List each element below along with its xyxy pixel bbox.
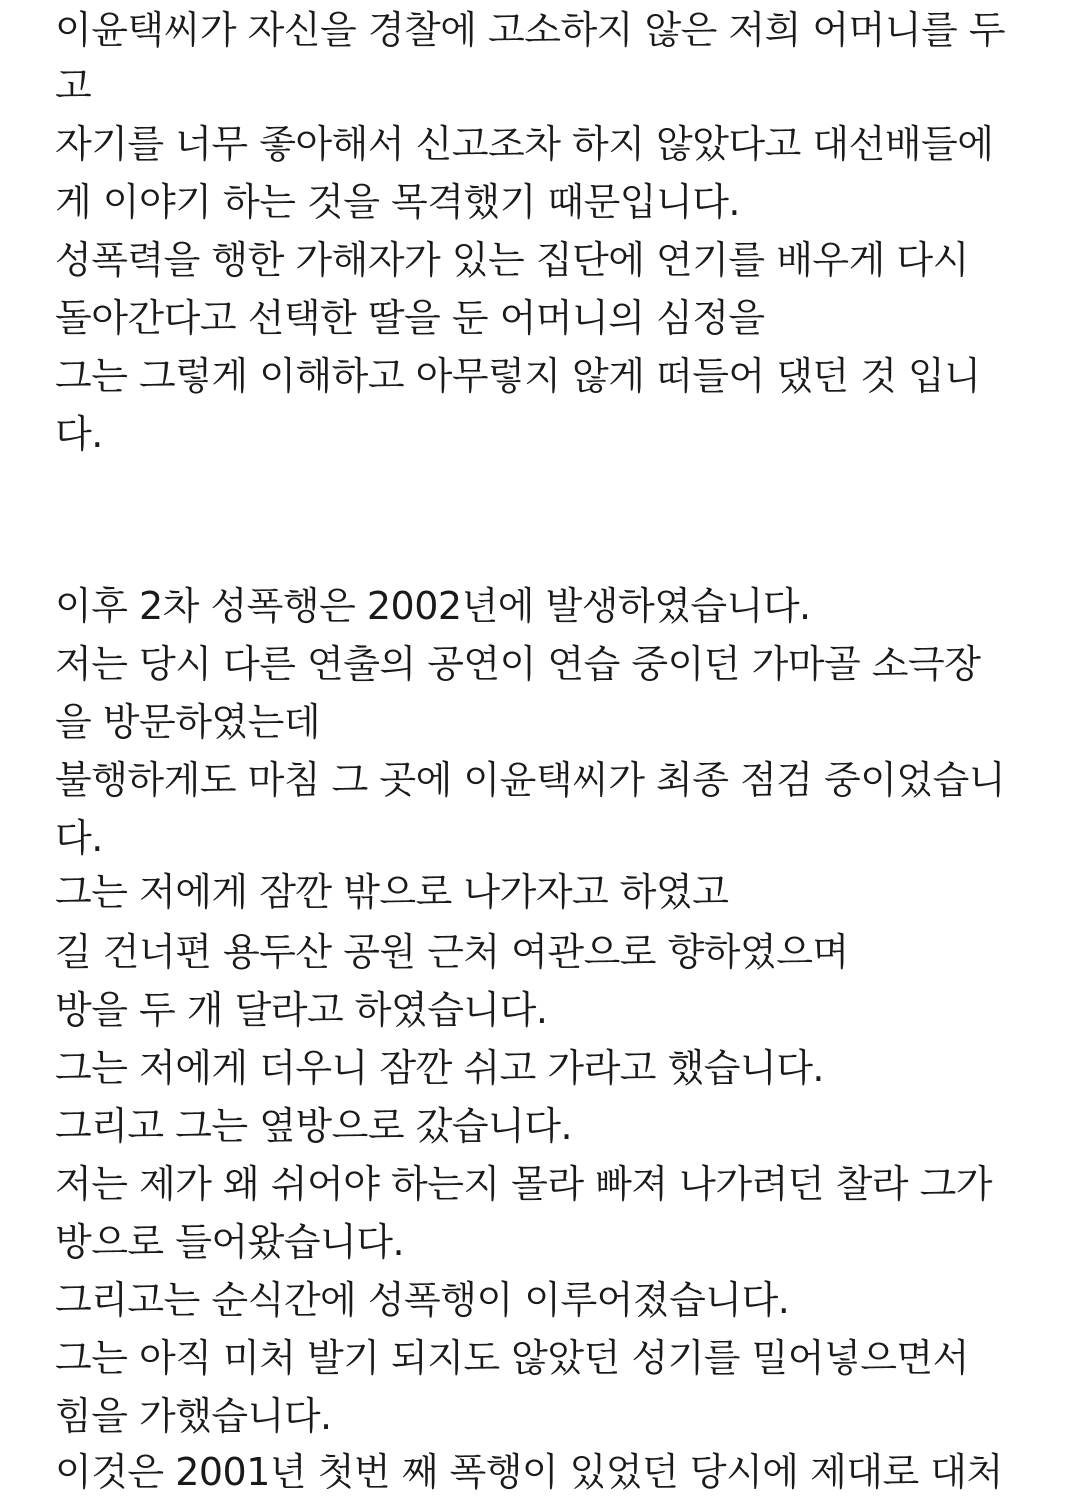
text-line: 다.	[55, 412, 103, 456]
text-line: 자기를 너무 좋아해서 신고조차 하지 않았다고 대선배들에	[55, 122, 994, 166]
text-line: 고	[55, 64, 92, 108]
text-line: 그는 아직 미처 발기 되지도 않았던 성기를 밀어넣으면서	[55, 1336, 969, 1380]
text-line: 저는 당시 다른 연출의 공연이 연습 중이던 가마골 소극장	[55, 642, 981, 686]
text-line: 힘을 가했습니다.	[55, 1394, 332, 1438]
text-line: 을 방문하였는데	[55, 700, 321, 744]
text-line: 불행하게도 마침 그 곳에 이윤택씨가 최종 점검 중이었습니	[55, 758, 1006, 802]
text-line: 방을 두 개 달라고 하였습니다.	[55, 988, 548, 1032]
text-line: 게 이야기 하는 것을 목격했기 때문입니다.	[55, 180, 741, 224]
text-line: 길 건너편 용두산 공원 근처 여관으로 향하였으며	[55, 930, 849, 974]
text-line: 이것은 2001년 첫번 째 폭행이 있었던 당시에 제대로 대처	[55, 1450, 1003, 1494]
text-line: 그리고는 순식간에 성폭행이 이루어졌습니다.	[55, 1278, 790, 1322]
text-line: 성폭력을 행한 가해자가 있는 집단에 연기를 배우게 다시	[55, 238, 969, 282]
text-line: 저는 제가 왜 쉬어야 하는지 몰라 빠져 나가려던 찰라 그가	[55, 1162, 992, 1206]
text-line: 이후 2차 성폭행은 2002년에 발생하였습니다.	[55, 584, 811, 628]
text-line: 그는 저에게 더우니 잠깐 쉬고 가라고 했습니다.	[55, 1046, 825, 1090]
text-line: 돌아간다고 선택한 딸을 둔 어머니의 심정을	[55, 296, 765, 340]
text-line: 방으로 들어왔습니다.	[55, 1220, 405, 1264]
text-line: 그는 그렇게 이해하고 아무렇지 않게 떠들어 댔던 것 입니	[55, 354, 981, 398]
text-line: 그리고 그는 옆방으로 갔습니다.	[55, 1104, 573, 1148]
text-line: 다.	[55, 816, 103, 860]
text-line: 이윤택씨가 자신을 경찰에 고소하지 않은 저희 어머니를 두	[55, 8, 1006, 52]
text-line: 그는 저에게 잠깐 밖으로 나가자고 하였고	[55, 870, 729, 914]
